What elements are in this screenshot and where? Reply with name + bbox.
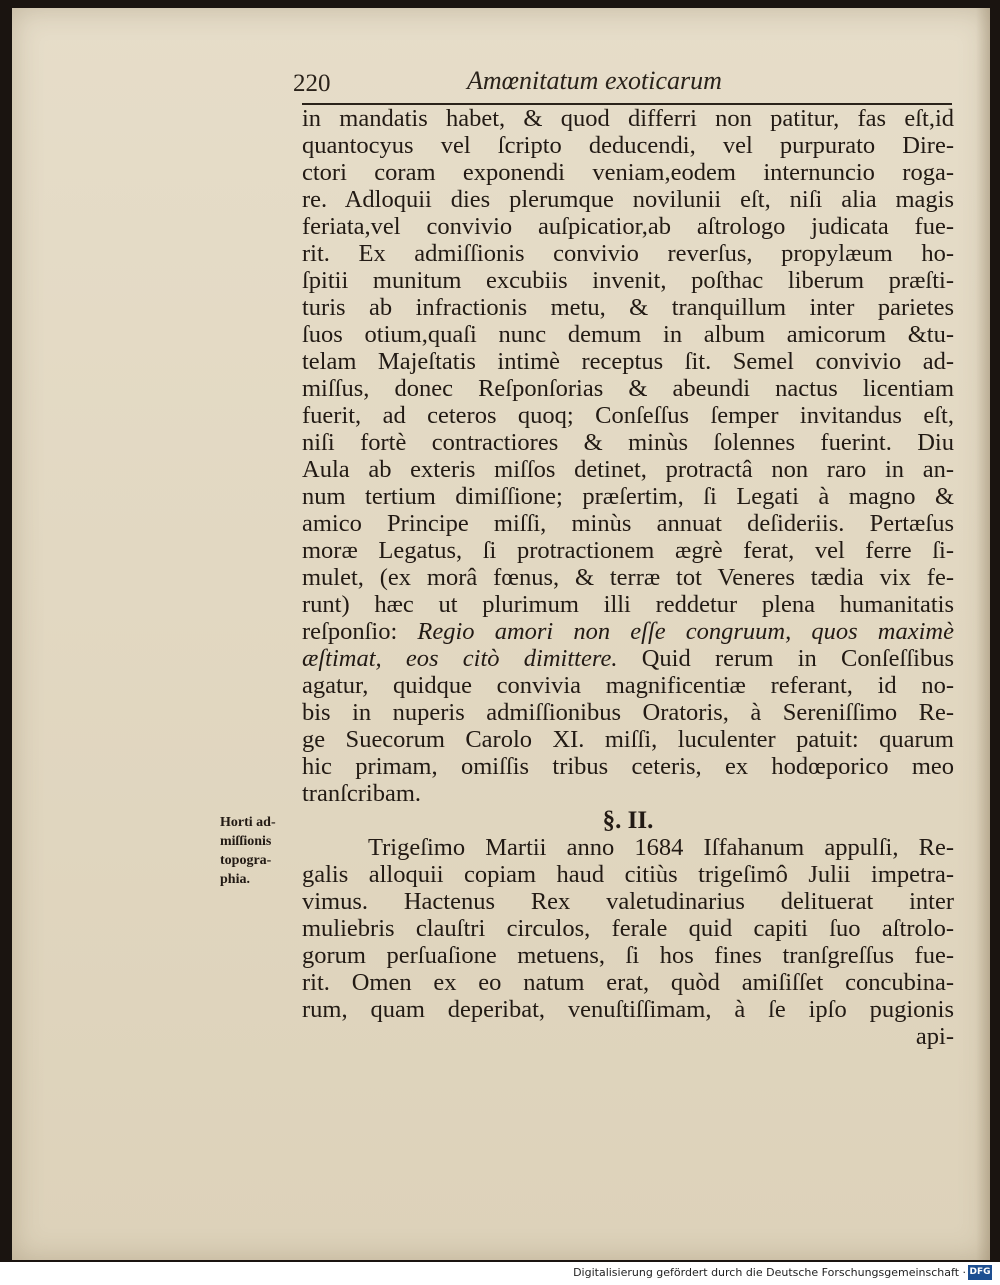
text-line: niſi fortè contractiores & minùs ſolennes fuerint. Diu [302,429,954,456]
text-line: ge Suecorum Carolo XI. miſſi, luculenter patuit: quarum [302,726,954,753]
marginal-note-line: phia. [220,872,250,887]
quote-suffix: Quid rerum in Conſeſſibus [617,645,954,672]
text-line: Trigeſimo Martii anno 1684 Iſfahanum appulſi, Re- [368,834,954,861]
marginal-note-line: miſſionis [220,834,272,849]
section-heading: §. II. [602,807,654,834]
quote-italic: æſtimat, eos citò dimittere. [302,645,618,672]
text-line-italic-quote [302,645,954,672]
catchword: api- [915,1023,954,1050]
page-edge-shadow [976,8,990,1260]
text-line: num tertium dimiſſione; præſertim, ſi Legati à magno & [302,483,954,510]
text-line: amico Principe miſſi, minùs annuat deſideriis. Pertæſus [302,510,954,537]
marginal-note [220,813,294,889]
text-line: in mandatis habet, & quod differri non patitur, fas eſt,id [302,105,954,132]
text-line: mulet, (ex morâ fœnus, & terræ tot Veneres tædia vix fe- [302,564,954,591]
text-line-italic-quote [302,618,954,645]
text-line: bis in nuperis admiſſionibus Oratoris, à Sereniſſimo Re- [302,699,954,726]
marginal-note-line: Horti ad- [220,815,276,830]
text-line: gorum perſuaſione metuens, ſi hos fines tranſgreſſus fue- [302,942,954,969]
text-line: turis ab infractionis metu, & tranquillum inter parietes [302,294,954,321]
text-line: ſpitii munitum excubiis invenit, poſthac liberum præſti- [302,267,954,294]
text-line: telam Majeſtatis intimè receptus ſit. Semel convivio ad- [302,348,954,375]
quote-prefix: reſponſio: [302,618,418,645]
running-header [293,66,953,100]
running-title: Amœnitatum exoticarum [467,66,722,95]
text-line: re. Adloquii dies plerumque novilunii eſt, niſi alia magis [302,186,954,213]
dfg-logo-icon: DFG [968,1265,992,1280]
text-line: rit. Omen ex eo natum erat, quòd amiſiſſet concubina- [302,969,954,996]
page-number: 220 [293,70,331,97]
text-line: fuerit, ad ceteros quoq; Conſeſſus ſemper invitandus eſt, [302,402,954,429]
quote-italic: Regio amori non eſſe congruum, quos maximè [417,618,954,645]
text-line: muliebris clauſtri circulos, ferale quid capiti ſuo aſtrolo- [302,915,954,942]
text-line: feriata,vel convivio auſpicatior,ab aſtrologo judicata fue- [302,213,954,240]
text-line: miſſus, donec Reſponſorias & abeundi nactus licentiam [302,375,954,402]
text-line: agatur, quidque convivia magnificentiæ referant, id no- [302,672,954,699]
text-line: moræ Legatus, ſi protractionem ægrè ferat, vel ferre ſi- [302,537,954,564]
main-text-block [302,105,954,1050]
marginal-note-line: topogra- [220,853,272,868]
text-line: galis alloquii copiam haud citiùs trigeſimô Julii impetra- [302,861,954,888]
text-line: rit. Ex admiſſionis convivio reverſus, propylæum ho- [302,240,954,267]
text-line: vimus. Hactenus Rex valetudinarius delituerat inter [302,888,954,915]
text-line: runt) hæc ut plurimum illi reddetur plena humanitatis [302,591,954,618]
text-line: ſuos otium,quaſi nunc demum in album amicorum &tu- [302,321,954,348]
text-line: hic primam, omiſſis tribus ceteris, ex hodœporico meo [302,753,954,780]
text-line: ctori coram exponendi veniam,eodem internuncio roga- [302,159,954,186]
footer-credit: Digitalisierung gefördert durch die Deutsche Forschungsgemeinschaft · [573,1266,966,1279]
text-line: Aula ab exteris miſſos detinet, protractâ non raro in an- [302,456,954,483]
text-line: quantocyus vel ſcripto deducendi, vel purpurato Dire- [302,132,954,159]
text-line: rum, quam deperibat, venuſtiſſimam, à ſe ipſo pugionis [302,996,954,1023]
digitization-footer [0,1262,1000,1285]
text-line: tranſcribam. [302,780,422,807]
